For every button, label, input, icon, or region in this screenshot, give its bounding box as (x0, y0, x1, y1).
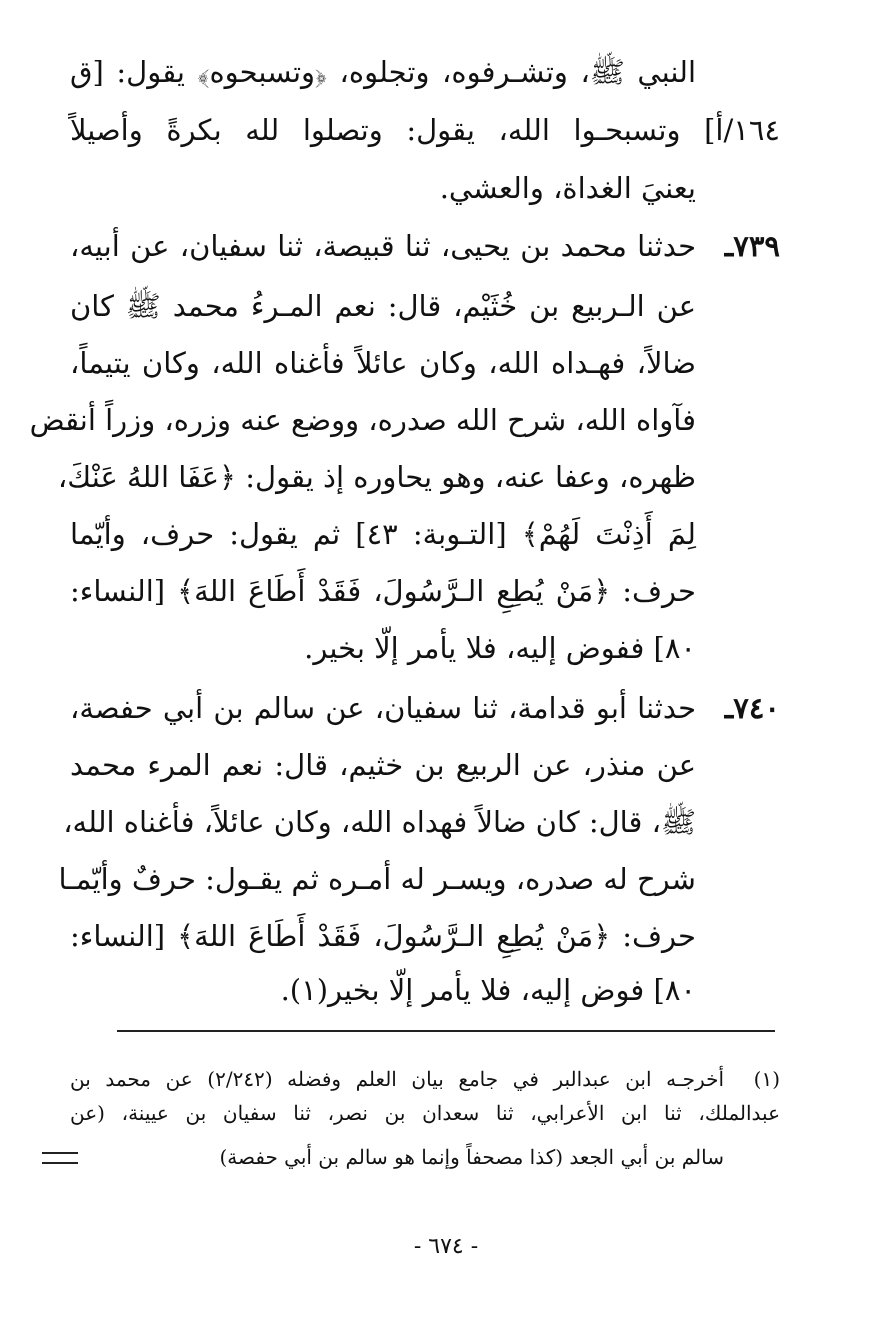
footnote-line: سالم بن أبي الجعد (كذا مصحفاً وإنما هو سالم بن أبي حفصة) (219, 1145, 724, 1169)
hadith-line: فآواه الله، شرح الله صدره، ووضع عنه وزره، وزراً أنقض (29, 403, 696, 437)
hadith-line: ظهره، وعفا عنه، وهو يحاوره إذ يقول: ﴿عَفَا اللهُ عَنْكَ، (57, 460, 696, 494)
hadith-line: عن الـربيع بن خُثَيْم، قال: نعم المـرءُ محمد ﷺ كان (70, 289, 696, 323)
footnote-number: (١) (753, 1067, 780, 1091)
footnote-separator (117, 1030, 775, 1032)
footnote-line: أخرجـه ابن عبدالبر في جامع بيان العلم وفضله (٢/٢٤٢) عن محمد بن (70, 1067, 724, 1091)
hadith-line: حدثنا محمد بن يحيى، ثنا قبيصة، ثنا سفيان، عن أبيه، (70, 229, 696, 263)
hadith-line: ٨٠] فوض إليه، فلا يأمر إلّا بخير(١). (280, 973, 696, 1007)
intro-line: ١٦٤/أ] وتسبحـوا الله، يقول: وتصلوا لله بكرةً وأصيلاً (70, 113, 780, 147)
hadith-line: ضالاً، فهـداه الله، وكان عائلاً فأغناه الله، وكان يتيماً، (70, 346, 696, 380)
hadith-line: لِمَ أَذِنْتَ لَهُمْ﴾ [التـوبة: ٤٣] ثم يقول: حرف، وأيّما (70, 517, 696, 551)
intro-line: النبي ﷺ، وتشـرفوه، وتجلوه، ﴿وتسبحوه﴾ يقول: [ق (70, 55, 696, 89)
page-number: - ٦٧٤ - (413, 1234, 479, 1259)
hadith-number: ٧٣٩ـ (724, 229, 780, 263)
footnote-line: عبدالملك، ثنا ابن الأعرابي، ثنا سعدان بن نصر، ثنا سفيان بن عيينة، (عن (70, 1101, 780, 1125)
intro-line: يعنيَ الغداة، والعشي. (439, 171, 696, 205)
hadith-line: شرح له صدره، ويسـر له أمـره ثم يقـول: حرفٌ وأيّمـا (58, 862, 696, 896)
hadith-line: عن منذر، عن الربيع بن خثيم، قال: نعم المرء محمد (70, 748, 696, 782)
hadith-number: ٧٤٠ـ (724, 691, 780, 725)
hadith-line: حرف: ﴿مَنْ يُطِعِ الـرَّسُولَ، فَقَدْ أَطَاعَ اللهَ﴾ [النساء: (70, 574, 696, 608)
continuation-mark (42, 1152, 78, 1164)
hadith-line: حرف: ﴿مَنْ يُطِعِ الـرَّسُولَ، فَقَدْ أَطَاعَ اللهَ﴾ [النساء: (70, 919, 696, 953)
hadith-line: حدثنا أبو قدامة، ثنا سفيان، عن سالم بن أبي حفصة، (70, 691, 696, 725)
hadith-line: ٨٠] ففوض إليه، فلا يأمر إلّا بخير. (304, 631, 696, 665)
hadith-line: ﷺ، قال: كان ضالاً فهداه الله، وكان عائلاً، فأغناه الله، (63, 805, 696, 839)
